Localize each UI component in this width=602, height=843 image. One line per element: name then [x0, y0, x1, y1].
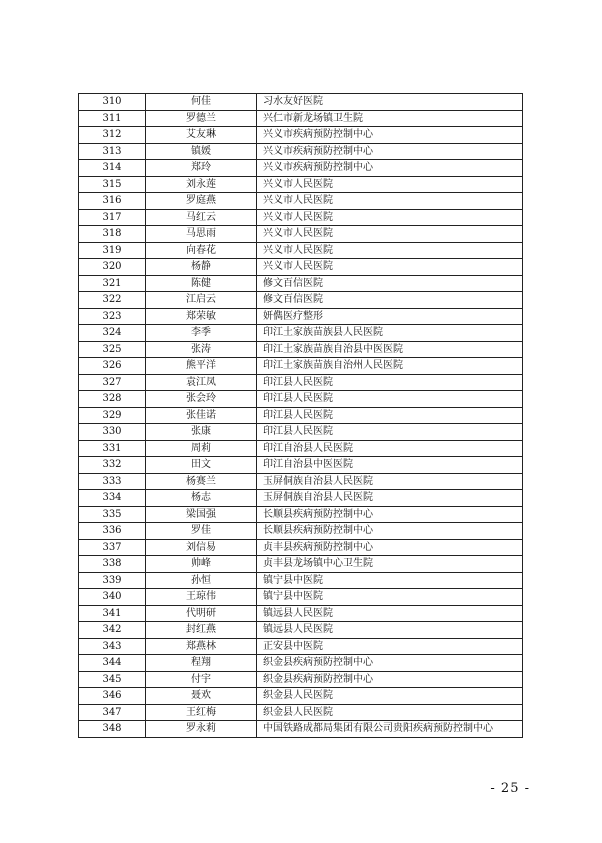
organization-cell: 兴义市人民医院	[257, 176, 523, 193]
row-number-cell: 331	[79, 440, 146, 457]
table-row	[79, 193, 523, 210]
organization-cell: 印江县人民医院	[257, 407, 523, 424]
organization-cell: 兴义市疾病预防控制中心	[257, 160, 523, 177]
name-cell: 马红云	[146, 209, 257, 226]
name-cell: 封红燕	[146, 622, 257, 639]
organization-cell: 印江县人民医院	[257, 391, 523, 408]
row-number-cell: 340	[79, 589, 146, 606]
table-row	[79, 688, 523, 705]
organization-cell: 正安县中医院	[257, 638, 523, 655]
organization-cell: 长顺县疾病预防控制中心	[257, 506, 523, 523]
name-cell: 郑荣敏	[146, 308, 257, 325]
name-cell: 王红梅	[146, 704, 257, 721]
table-row	[79, 605, 523, 622]
row-number-cell: 327	[79, 374, 146, 391]
name-cell: 杨静	[146, 259, 257, 276]
name-cell: 郑玲	[146, 160, 257, 177]
row-number-cell: 314	[79, 160, 146, 177]
organization-cell: 兴义市人民医院	[257, 226, 523, 243]
name-cell: 张会玲	[146, 391, 257, 408]
row-number-cell: 322	[79, 292, 146, 309]
name-cell: 周莉	[146, 440, 257, 457]
name-cell: 聂欢	[146, 688, 257, 705]
row-number-cell: 339	[79, 572, 146, 589]
row-number-cell: 319	[79, 242, 146, 259]
table-row	[79, 721, 523, 738]
organization-cell: 中国铁路成都局集团有限公司贵阳疾病预防控制中心	[257, 721, 523, 738]
row-number-cell: 330	[79, 424, 146, 441]
organization-cell: 兴义市疾病预防控制中心	[257, 127, 523, 144]
organization-cell: 织金县人民医院	[257, 688, 523, 705]
table-row	[79, 160, 523, 177]
roster-table	[78, 93, 523, 738]
table-row	[79, 556, 523, 573]
organization-cell: 印江土家族苗族县人民医院	[257, 325, 523, 342]
organization-cell: 贞丰县疾病预防控制中心	[257, 539, 523, 556]
name-cell: 何佳	[146, 94, 257, 111]
organization-cell: 兴义市疾病预防控制中心	[257, 143, 523, 160]
organization-cell: 织金县人民医院	[257, 704, 523, 721]
row-number-cell: 325	[79, 341, 146, 358]
organization-cell: 镇远县人民医院	[257, 622, 523, 639]
table-row	[79, 242, 523, 259]
table-row	[79, 374, 523, 391]
table-row	[79, 589, 523, 606]
organization-cell: 兴义市人民医院	[257, 209, 523, 226]
table-row	[79, 127, 523, 144]
table-row	[79, 671, 523, 688]
name-cell: 陈健	[146, 275, 257, 292]
organization-cell: 兴义市人民医院	[257, 193, 523, 210]
name-cell: 帅峰	[146, 556, 257, 573]
table-row	[79, 308, 523, 325]
table-row	[79, 325, 523, 342]
name-cell: 张佳诺	[146, 407, 257, 424]
organization-cell: 织金县疾病预防控制中心	[257, 671, 523, 688]
row-number-cell: 335	[79, 506, 146, 523]
organization-cell: 修文百信医院	[257, 275, 523, 292]
table-row	[79, 506, 523, 523]
organization-cell: 兴仁市新龙场镇卫生院	[257, 110, 523, 127]
table-row	[79, 275, 523, 292]
row-number-cell: 341	[79, 605, 146, 622]
table-row	[79, 209, 523, 226]
table-row	[79, 704, 523, 721]
name-cell: 杨志	[146, 490, 257, 507]
organization-cell: 贞丰县龙场镇中心卫生院	[257, 556, 523, 573]
name-cell: 罗庭燕	[146, 193, 257, 210]
name-cell: 田文	[146, 457, 257, 474]
row-number-cell: 333	[79, 473, 146, 490]
table-row	[79, 572, 523, 589]
table-row	[79, 490, 523, 507]
organization-cell: 印江县人民医院	[257, 374, 523, 391]
name-cell: 罗德兰	[146, 110, 257, 127]
name-cell: 刘永莲	[146, 176, 257, 193]
table-row	[79, 292, 523, 309]
row-number-cell: 337	[79, 539, 146, 556]
table-row	[79, 143, 523, 160]
row-number-cell: 348	[79, 721, 146, 738]
organization-cell: 镇宁县中医院	[257, 589, 523, 606]
table-row	[79, 358, 523, 375]
name-cell: 熊平洋	[146, 358, 257, 375]
row-number-cell: 321	[79, 275, 146, 292]
name-cell: 郑燕林	[146, 638, 257, 655]
row-number-cell: 312	[79, 127, 146, 144]
row-number-cell: 342	[79, 622, 146, 639]
table-row	[79, 176, 523, 193]
name-cell: 杨赛兰	[146, 473, 257, 490]
name-cell: 付宇	[146, 671, 257, 688]
name-cell: 马思雨	[146, 226, 257, 243]
name-cell: 罗永莉	[146, 721, 257, 738]
organization-cell: 玉屏侗族自治县人民医院	[257, 490, 523, 507]
name-cell: 孙恒	[146, 572, 257, 589]
table-row	[79, 94, 523, 111]
row-number-cell: 338	[79, 556, 146, 573]
organization-cell: 印江自治县人民医院	[257, 440, 523, 457]
row-number-cell: 318	[79, 226, 146, 243]
organization-cell: 印江土家族苗族自治县中医医院	[257, 341, 523, 358]
organization-cell: 习水友好医院	[257, 94, 523, 111]
page-number: - 25 -	[490, 781, 530, 796]
organization-cell: 兴义市人民医院	[257, 242, 523, 259]
row-number-cell: 320	[79, 259, 146, 276]
name-cell: 李季	[146, 325, 257, 342]
row-number-cell: 310	[79, 94, 146, 111]
organization-cell: 镇宁县中医院	[257, 572, 523, 589]
organization-cell: 镇远县人民医院	[257, 605, 523, 622]
row-number-cell: 332	[79, 457, 146, 474]
row-number-cell: 329	[79, 407, 146, 424]
organization-cell: 修文百信医院	[257, 292, 523, 309]
name-cell: 袁江凤	[146, 374, 257, 391]
row-number-cell: 313	[79, 143, 146, 160]
row-number-cell: 345	[79, 671, 146, 688]
organization-cell: 妍儁医疗整形	[257, 308, 523, 325]
name-cell: 程翔	[146, 655, 257, 672]
organization-cell: 兴义市人民医院	[257, 259, 523, 276]
row-number-cell: 346	[79, 688, 146, 705]
row-number-cell: 334	[79, 490, 146, 507]
row-number-cell: 316	[79, 193, 146, 210]
organization-cell: 织金县疾病预防控制中心	[257, 655, 523, 672]
table-row	[79, 655, 523, 672]
organization-cell: 长顺县疾病预防控制中心	[257, 523, 523, 540]
table-row	[79, 539, 523, 556]
table-row	[79, 391, 523, 408]
organization-cell: 玉屏侗族自治县人民医院	[257, 473, 523, 490]
name-cell: 王琼伟	[146, 589, 257, 606]
table-row	[79, 341, 523, 358]
name-cell: 刘信易	[146, 539, 257, 556]
row-number-cell: 344	[79, 655, 146, 672]
table-row	[79, 407, 523, 424]
row-number-cell: 343	[79, 638, 146, 655]
name-cell: 张康	[146, 424, 257, 441]
organization-cell: 印江县人民医院	[257, 424, 523, 441]
table-row	[79, 259, 523, 276]
name-cell: 艾友琳	[146, 127, 257, 144]
table-row	[79, 440, 523, 457]
row-number-cell: 311	[79, 110, 146, 127]
row-number-cell: 323	[79, 308, 146, 325]
table-row	[79, 622, 523, 639]
table-row	[79, 110, 523, 127]
name-cell: 罗佳	[146, 523, 257, 540]
organization-cell: 印江土家族苗族自治州人民医院	[257, 358, 523, 375]
table-row	[79, 226, 523, 243]
row-number-cell: 324	[79, 325, 146, 342]
roster-table-body	[79, 94, 523, 738]
row-number-cell: 336	[79, 523, 146, 540]
table-row	[79, 638, 523, 655]
row-number-cell: 315	[79, 176, 146, 193]
table-row	[79, 523, 523, 540]
table-row	[79, 424, 523, 441]
name-cell: 代明研	[146, 605, 257, 622]
row-number-cell: 328	[79, 391, 146, 408]
table-row	[79, 473, 523, 490]
row-number-cell: 347	[79, 704, 146, 721]
row-number-cell: 326	[79, 358, 146, 375]
name-cell: 梁国强	[146, 506, 257, 523]
name-cell: 张涛	[146, 341, 257, 358]
table-row	[79, 457, 523, 474]
name-cell: 镇媛	[146, 143, 257, 160]
name-cell: 江启云	[146, 292, 257, 309]
name-cell: 向春花	[146, 242, 257, 259]
row-number-cell: 317	[79, 209, 146, 226]
organization-cell: 印江自治县中医医院	[257, 457, 523, 474]
